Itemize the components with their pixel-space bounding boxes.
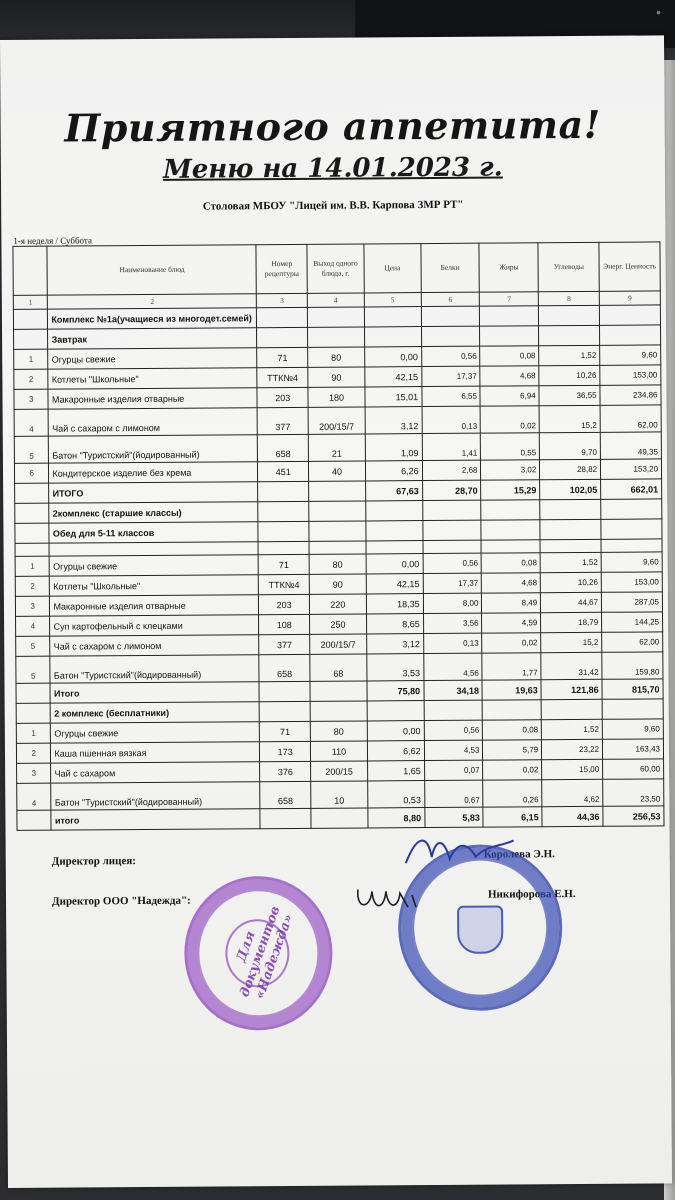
price-value: 3,12 xyxy=(365,407,422,434)
dish-number: 2 xyxy=(15,576,50,596)
empty-cell xyxy=(601,539,662,552)
energy-value: 62,00 xyxy=(600,405,661,432)
energy-value: 153,00 xyxy=(600,365,661,385)
protein-value: 0,56 xyxy=(421,346,480,366)
price-value: 0,00 xyxy=(366,554,423,574)
recipe-number: ТТК№4 xyxy=(257,367,308,387)
section-title: 2 комплекс (бесплатники) xyxy=(51,702,260,723)
fat-value: 1,77 xyxy=(482,653,541,680)
header-cell-carbs: Углеводы xyxy=(538,242,599,291)
recipe-number: 108 xyxy=(259,614,310,634)
total-fat: 6,15 xyxy=(483,807,542,827)
empty-cell xyxy=(258,521,309,541)
corner-dot-icon: • xyxy=(656,4,661,20)
total-energy: 256,53 xyxy=(603,806,664,826)
energy-value: 9,60 xyxy=(602,719,663,739)
fat-value: 0,08 xyxy=(483,720,542,740)
empty-cell xyxy=(422,520,481,540)
organization-name: Столовая МБОУ "Лицей им. В.В. Карпова ЗМР РТ" xyxy=(202,198,464,213)
empty-cell xyxy=(599,305,660,325)
empty-cell xyxy=(367,701,424,721)
protein-value: 0,56 xyxy=(424,720,483,740)
empty-cell xyxy=(310,701,367,721)
dish-number: 2 xyxy=(14,369,49,389)
fat-value: 0,02 xyxy=(481,406,540,433)
recipe-number: 203 xyxy=(259,594,310,614)
empty-cell xyxy=(364,327,421,347)
energy-value: 49,35 xyxy=(600,432,661,459)
price-value: 6,62 xyxy=(367,741,424,761)
price-value: 0,53 xyxy=(368,781,425,808)
menu-date-heading xyxy=(1,151,665,186)
empty-cell xyxy=(309,521,366,541)
total-fat: 15,29 xyxy=(481,480,540,500)
carbs-value: 15,2 xyxy=(539,405,600,432)
director-name: Королева Э.Н. xyxy=(483,848,555,861)
dish-number: 2 xyxy=(16,743,51,763)
dish-number: 4 xyxy=(16,616,51,636)
energy-value: 9,60 xyxy=(600,345,661,365)
total-price: 8,80 xyxy=(368,808,425,828)
recipe-number: 71 xyxy=(258,554,309,574)
dish-name: Макаронные изделия отварные xyxy=(50,595,259,616)
empty-cell xyxy=(539,305,600,325)
recipe-number: 71 xyxy=(257,347,308,367)
carbs-value: 36,55 xyxy=(539,385,600,405)
energy-value: 287,05 xyxy=(601,592,662,612)
dish-number: 3 xyxy=(14,389,49,409)
menu-sheet xyxy=(0,35,672,1188)
fat-value: 6,94 xyxy=(480,386,539,406)
carbs-value: 10,26 xyxy=(539,365,600,385)
portion-output: 220 xyxy=(309,594,366,614)
energy-value: 153,00 xyxy=(601,572,662,592)
portion-output: 200/15 xyxy=(311,761,368,781)
protein-value: 4,56 xyxy=(423,653,482,680)
portion-output: 10 xyxy=(311,781,368,808)
column-number: 3 xyxy=(257,293,308,307)
section-title: 2комплекс (старшие классы) xyxy=(49,502,258,523)
header-cell-name: Наименование блюд xyxy=(47,245,256,295)
carbs-value: 4,62 xyxy=(542,779,603,806)
dish-number: 5 xyxy=(16,636,51,656)
fat-value: 0,02 xyxy=(483,760,542,780)
dish-name: Чай с сахаром с лимоном xyxy=(50,635,259,656)
recipe-number: 203 xyxy=(257,387,308,407)
empty-cell xyxy=(257,327,308,347)
empty-cell xyxy=(310,681,367,701)
protein-value: 4,53 xyxy=(424,740,483,760)
portion-output: 250 xyxy=(310,614,367,634)
page-title: Приятного аппетита! xyxy=(64,101,601,151)
recipe-number: 451 xyxy=(258,461,309,481)
empty-cell xyxy=(15,483,50,503)
fat-value: 5,79 xyxy=(483,740,542,760)
empty-cell xyxy=(259,701,310,721)
dish-name: Котлеты "Школьные" xyxy=(48,368,257,389)
carbs-value: 15,2 xyxy=(541,632,602,652)
empty-cell xyxy=(601,499,662,519)
price-value: 6,26 xyxy=(365,461,422,481)
empty-cell xyxy=(259,681,310,701)
dish-name: Батон "Туристский"(йодированный) xyxy=(50,655,259,683)
fat-value: 3,02 xyxy=(481,460,540,480)
portion-output: 68 xyxy=(310,654,367,681)
empty-cell xyxy=(540,499,601,519)
recipe-number: 376 xyxy=(260,761,311,781)
price-value: 3,53 xyxy=(367,654,424,681)
dish-number: 3 xyxy=(15,596,50,616)
price-value: 1,65 xyxy=(367,761,424,781)
dish-number: 6 xyxy=(14,463,49,483)
energy-value: 62,00 xyxy=(602,632,663,652)
carbs-value: 28,82 xyxy=(540,459,601,479)
carbs-value: 44,67 xyxy=(541,592,602,612)
table-header-row xyxy=(13,242,660,296)
portion-output: 80 xyxy=(308,347,365,367)
empty-cell xyxy=(309,481,366,501)
total-row xyxy=(17,806,664,831)
empty-cell xyxy=(15,503,50,523)
total-label: ИТОГО xyxy=(49,482,258,503)
total-price: 67,63 xyxy=(365,481,422,501)
section-title: Обед для 5-11 классов xyxy=(49,522,258,543)
price-value: 1,09 xyxy=(365,434,422,461)
protein-value: 8,00 xyxy=(423,593,482,613)
dish-name: Макаронные изделия отварные xyxy=(48,388,257,409)
carbs-value: 1,52 xyxy=(539,345,600,365)
protein-value: 6,55 xyxy=(422,386,481,406)
column-number: 8 xyxy=(539,291,600,305)
column-number: 6 xyxy=(421,292,480,306)
protein-value: 2,68 xyxy=(422,460,481,480)
empty-cell xyxy=(257,307,308,327)
price-value: 0,00 xyxy=(367,721,424,741)
empty-cell xyxy=(309,541,366,554)
portion-output: 80 xyxy=(309,554,366,574)
total-price: 75,80 xyxy=(367,681,424,701)
dish-number: 1 xyxy=(16,723,51,743)
total-label: Итого xyxy=(50,682,259,703)
empty-cell xyxy=(309,501,366,521)
recipe-number: 71 xyxy=(260,721,311,741)
dish-name: Котлеты "Школьные" xyxy=(50,575,259,596)
recipe-number: ТТК№4 xyxy=(259,574,310,594)
recipe-number: 377 xyxy=(259,634,310,654)
portion-output: 200/15/7 xyxy=(308,407,365,434)
empty-cell xyxy=(480,326,539,346)
total-carbs: 121,86 xyxy=(541,679,602,699)
carbs-value: 15,00 xyxy=(542,759,603,779)
recipe-number: 658 xyxy=(260,781,311,808)
price-value: 42,15 xyxy=(366,574,423,594)
fat-value: 4,68 xyxy=(482,573,541,593)
price-value: 18,35 xyxy=(366,594,423,614)
carbs-value: 1,52 xyxy=(542,719,603,739)
header-cell-price: Цена xyxy=(364,244,421,293)
recipe-number: 377 xyxy=(257,407,308,434)
carbs-value: 18,79 xyxy=(541,612,602,632)
empty-cell xyxy=(422,500,481,520)
empty-cell xyxy=(421,326,480,346)
total-energy: 815,70 xyxy=(602,679,663,699)
dish-number: 1 xyxy=(14,349,49,369)
energy-value: 23,50 xyxy=(603,779,664,806)
total-label: итого xyxy=(51,809,260,830)
empty-cell xyxy=(540,519,601,539)
empty-cell xyxy=(17,810,52,830)
energy-value: 163,43 xyxy=(602,739,663,759)
energy-value: 159,80 xyxy=(602,652,663,679)
portion-output: 110 xyxy=(310,741,367,761)
protein-value: 3,56 xyxy=(423,613,482,633)
protein-value: 1,41 xyxy=(422,433,481,460)
portion-output: 200/15/7 xyxy=(310,634,367,654)
fat-value: 0,55 xyxy=(481,433,540,460)
director-label: Директор лицея: xyxy=(51,855,136,868)
dish-name: Чай с сахаром xyxy=(51,762,260,783)
empty-cell xyxy=(13,309,48,329)
energy-value: 144,25 xyxy=(602,612,663,632)
empty-cell xyxy=(258,501,309,521)
empty-cell xyxy=(601,519,662,539)
week-day-label: 1-я неделя / Суббота xyxy=(13,235,92,246)
empty-cell xyxy=(481,540,540,553)
empty-cell xyxy=(258,481,309,501)
empty-cell xyxy=(483,700,542,720)
portion-output: 90 xyxy=(308,367,365,387)
column-number: 4 xyxy=(307,293,364,307)
energy-value: 234,86 xyxy=(600,385,661,405)
empty-cell xyxy=(311,808,368,828)
total-energy: 662,01 xyxy=(601,479,662,499)
empty-cell xyxy=(480,306,539,326)
section-title: Завтрак xyxy=(48,328,257,349)
fat-value: 0,08 xyxy=(482,553,541,573)
fat-value: 0,02 xyxy=(482,633,541,653)
protein-value: 17,37 xyxy=(421,366,480,386)
seal-text: Для документов «Надежда» xyxy=(233,904,297,1002)
menu-table xyxy=(12,241,664,831)
header-cell-energy: Энерг. Ценность xyxy=(599,242,660,291)
carbs-value: 23,22 xyxy=(542,739,603,759)
total-fat: 19,63 xyxy=(482,680,541,700)
empty-cell xyxy=(602,699,663,719)
protein-value: 0,67 xyxy=(424,780,483,807)
empty-cell xyxy=(481,500,540,520)
dish-number: 4 xyxy=(17,783,52,810)
dish-name: Каша пшенная вязкая xyxy=(51,742,260,763)
director-signature xyxy=(398,826,518,873)
dish-name: Огурцы свежие xyxy=(48,348,257,369)
empty-cell xyxy=(307,307,364,327)
portion-output: 21 xyxy=(308,434,365,461)
portion-output: 40 xyxy=(309,461,366,481)
menu-date-text: Меню на 14.01.2023 г. xyxy=(162,152,503,185)
header-cell-fat: Жиры xyxy=(479,243,538,292)
dish-name: Батон "Туристский"(йодированный) xyxy=(51,782,260,810)
empty-cell xyxy=(16,683,51,703)
empty-cell xyxy=(258,541,309,554)
fat-value: 0,26 xyxy=(483,780,542,807)
carbs-value: 31,42 xyxy=(541,652,602,679)
dish-number: 3 xyxy=(17,763,52,783)
dish-number: 4 xyxy=(14,409,49,436)
empty-cell xyxy=(481,520,540,540)
fat-value: 4,59 xyxy=(482,613,541,633)
empty-cell xyxy=(424,700,483,720)
dish-name: Чай с сахаром с лимоном xyxy=(49,408,258,436)
section-title: Комплекс №1а(учащиеся из многодет.семей) xyxy=(48,308,257,329)
column-number: 1 xyxy=(13,295,48,309)
protein-value: 0,13 xyxy=(423,633,482,653)
column-number: 2 xyxy=(48,294,257,309)
protein-value: 0,07 xyxy=(424,760,483,780)
carbs-value: 10,26 xyxy=(540,572,601,592)
empty-cell xyxy=(366,541,423,554)
dish-name: Батон "Туристский"(йодированный) xyxy=(49,435,258,463)
empty-cell xyxy=(364,307,421,327)
empty-cell xyxy=(260,808,311,828)
supplier-name: Никифорова Е.Н. xyxy=(487,888,576,901)
portion-output: 80 xyxy=(310,721,367,741)
fat-value: 4,68 xyxy=(480,366,539,386)
energy-value: 9,60 xyxy=(601,552,662,572)
fat-value: 8,49 xyxy=(482,593,541,613)
recipe-number: 173 xyxy=(260,741,311,761)
recipe-number: 658 xyxy=(259,654,310,681)
carbs-value: 9,70 xyxy=(540,432,601,459)
empty-cell xyxy=(366,521,423,541)
fat-value: 0,08 xyxy=(480,346,539,366)
price-value: 8,65 xyxy=(366,614,423,634)
column-number: 9 xyxy=(599,291,660,305)
empty-cell xyxy=(16,703,51,723)
empty-cell xyxy=(15,523,50,543)
recipe-number: 658 xyxy=(258,434,309,461)
portion-output: 180 xyxy=(308,387,365,407)
header-cell-protein: Белки xyxy=(421,243,480,292)
portion-output: 90 xyxy=(309,574,366,594)
dish-name: Суп картофельный с клецками xyxy=(50,615,259,636)
empty-cell xyxy=(540,539,601,552)
dish-name: Огурцы свежие xyxy=(50,555,259,576)
total-protein: 34,18 xyxy=(424,680,483,700)
empty-cell xyxy=(423,540,482,553)
carbs-value: 1,52 xyxy=(540,552,601,572)
protein-value: 0,56 xyxy=(423,553,482,573)
supplier-signature xyxy=(352,881,422,915)
header-cell-recipe: Номер рецептуры xyxy=(256,244,307,293)
total-protein: 28,70 xyxy=(422,480,481,500)
empty-cell xyxy=(15,543,50,556)
dish-name: Кондитерское изделие без крема xyxy=(49,462,258,483)
empty-cell xyxy=(600,325,661,345)
empty-cell xyxy=(541,699,602,719)
price-value: 3,12 xyxy=(366,634,423,654)
supplier-label: Директор ООО "Надежда": xyxy=(51,894,191,908)
total-protein: 5,83 xyxy=(424,807,483,827)
dish-name: Огурцы свежие xyxy=(51,722,260,743)
header-cell-output: Выход одного блюда, г. xyxy=(307,244,364,293)
header-cell-no xyxy=(13,246,48,295)
price-value: 42,15 xyxy=(365,367,422,387)
dish-number: 5 xyxy=(16,656,51,683)
energy-value: 60,00 xyxy=(603,759,664,779)
empty-cell xyxy=(539,325,600,345)
price-value: 0,00 xyxy=(364,347,421,367)
empty-cell xyxy=(421,306,480,326)
coat-of-arms-icon xyxy=(457,906,503,954)
total-carbs: 102,05 xyxy=(540,479,601,499)
purple-seal-stamp xyxy=(184,876,333,1031)
column-number: 5 xyxy=(364,293,421,307)
empty-cell xyxy=(308,327,365,347)
empty-cell xyxy=(14,329,49,349)
dish-number: 1 xyxy=(15,556,50,576)
protein-value: 17,37 xyxy=(423,573,482,593)
protein-value: 0,13 xyxy=(422,406,481,433)
dish-number: 5 xyxy=(14,436,49,463)
price-value: 15,01 xyxy=(365,387,422,407)
energy-value: 153,20 xyxy=(601,459,662,479)
empty-cell xyxy=(366,501,423,521)
total-carbs: 44,36 xyxy=(542,806,603,826)
column-number: 7 xyxy=(480,292,539,306)
